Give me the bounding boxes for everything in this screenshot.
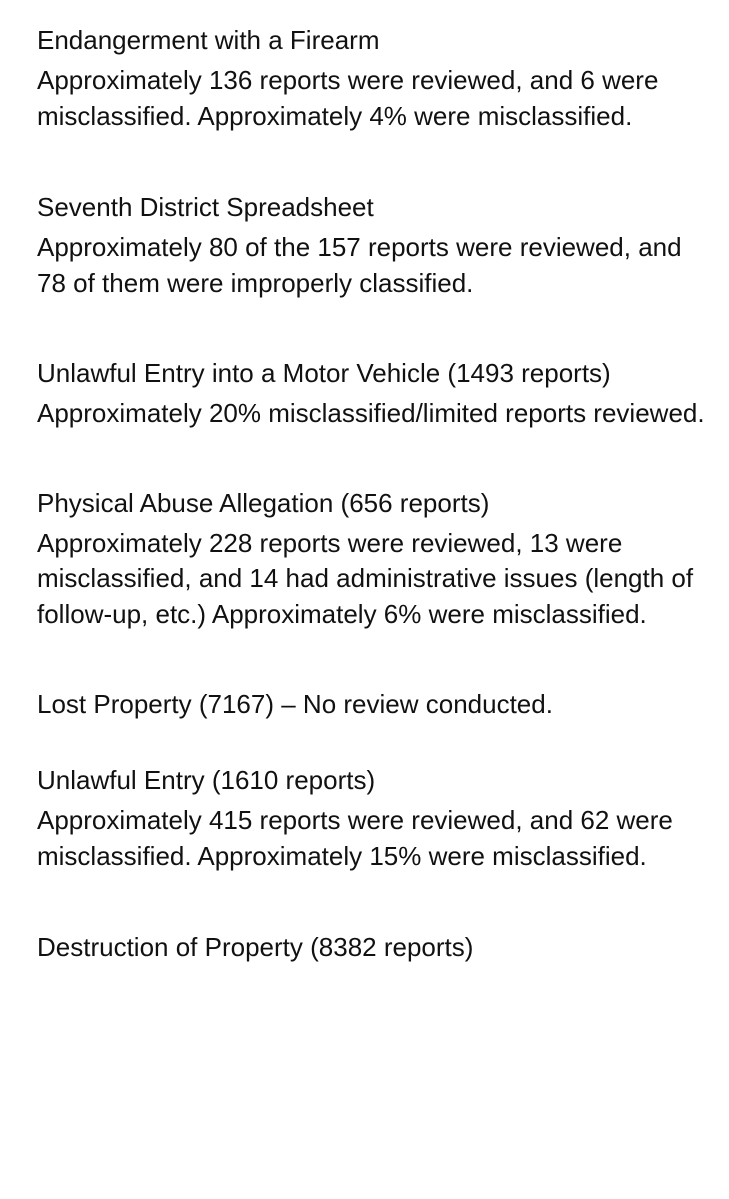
section-seventh-district: [37, 189, 717, 301]
section-physical-abuse: [37, 485, 717, 633]
section-heading: Endangerment with a Firearm: [37, 25, 380, 55]
section-heading: Lost Property (7167) – No review conducted.: [37, 689, 553, 719]
section-heading: Unlawful Entry into a Motor Vehicle (1493 reports): [37, 358, 611, 388]
section-lost-property: [37, 686, 717, 722]
section-destruction-property: [37, 929, 717, 965]
section-heading: Unlawful Entry (1610 reports): [37, 765, 376, 795]
section-heading: Seventh District Spreadsheet: [37, 192, 374, 222]
section-unlawful-entry: [37, 762, 717, 874]
section-paragraph: Approximately 20% misclassified/limited reports reviewed.: [37, 398, 705, 428]
section-unlawful-entry-motor-vehicle: [37, 355, 717, 432]
section-paragraph: Approximately 228 reports were reviewed, 13 were misclassified, and 14 had administrative issues (length of follow-up, etc.) Approximately 6% were misclassified.: [37, 527, 694, 629]
section-paragraph: Approximately 80 of the 157 reports were reviewed, and 78 of them were improperly classified.: [37, 232, 682, 298]
section-endangerment-firearm: [37, 22, 717, 134]
section-paragraph: Approximately 136 reports were reviewed, and 6 were misclassified. Approximately 4% were misclassified.: [37, 65, 659, 131]
section-heading: Physical Abuse Allegation (656 reports): [37, 487, 490, 518]
section-paragraph: Approximately 415 reports were reviewed, and 62 were misclassified. Approximately 15% were misclassified.: [37, 805, 673, 871]
document-body: [37, 22, 717, 970]
section-heading: Destruction of Property (8382 reports): [37, 932, 474, 962]
